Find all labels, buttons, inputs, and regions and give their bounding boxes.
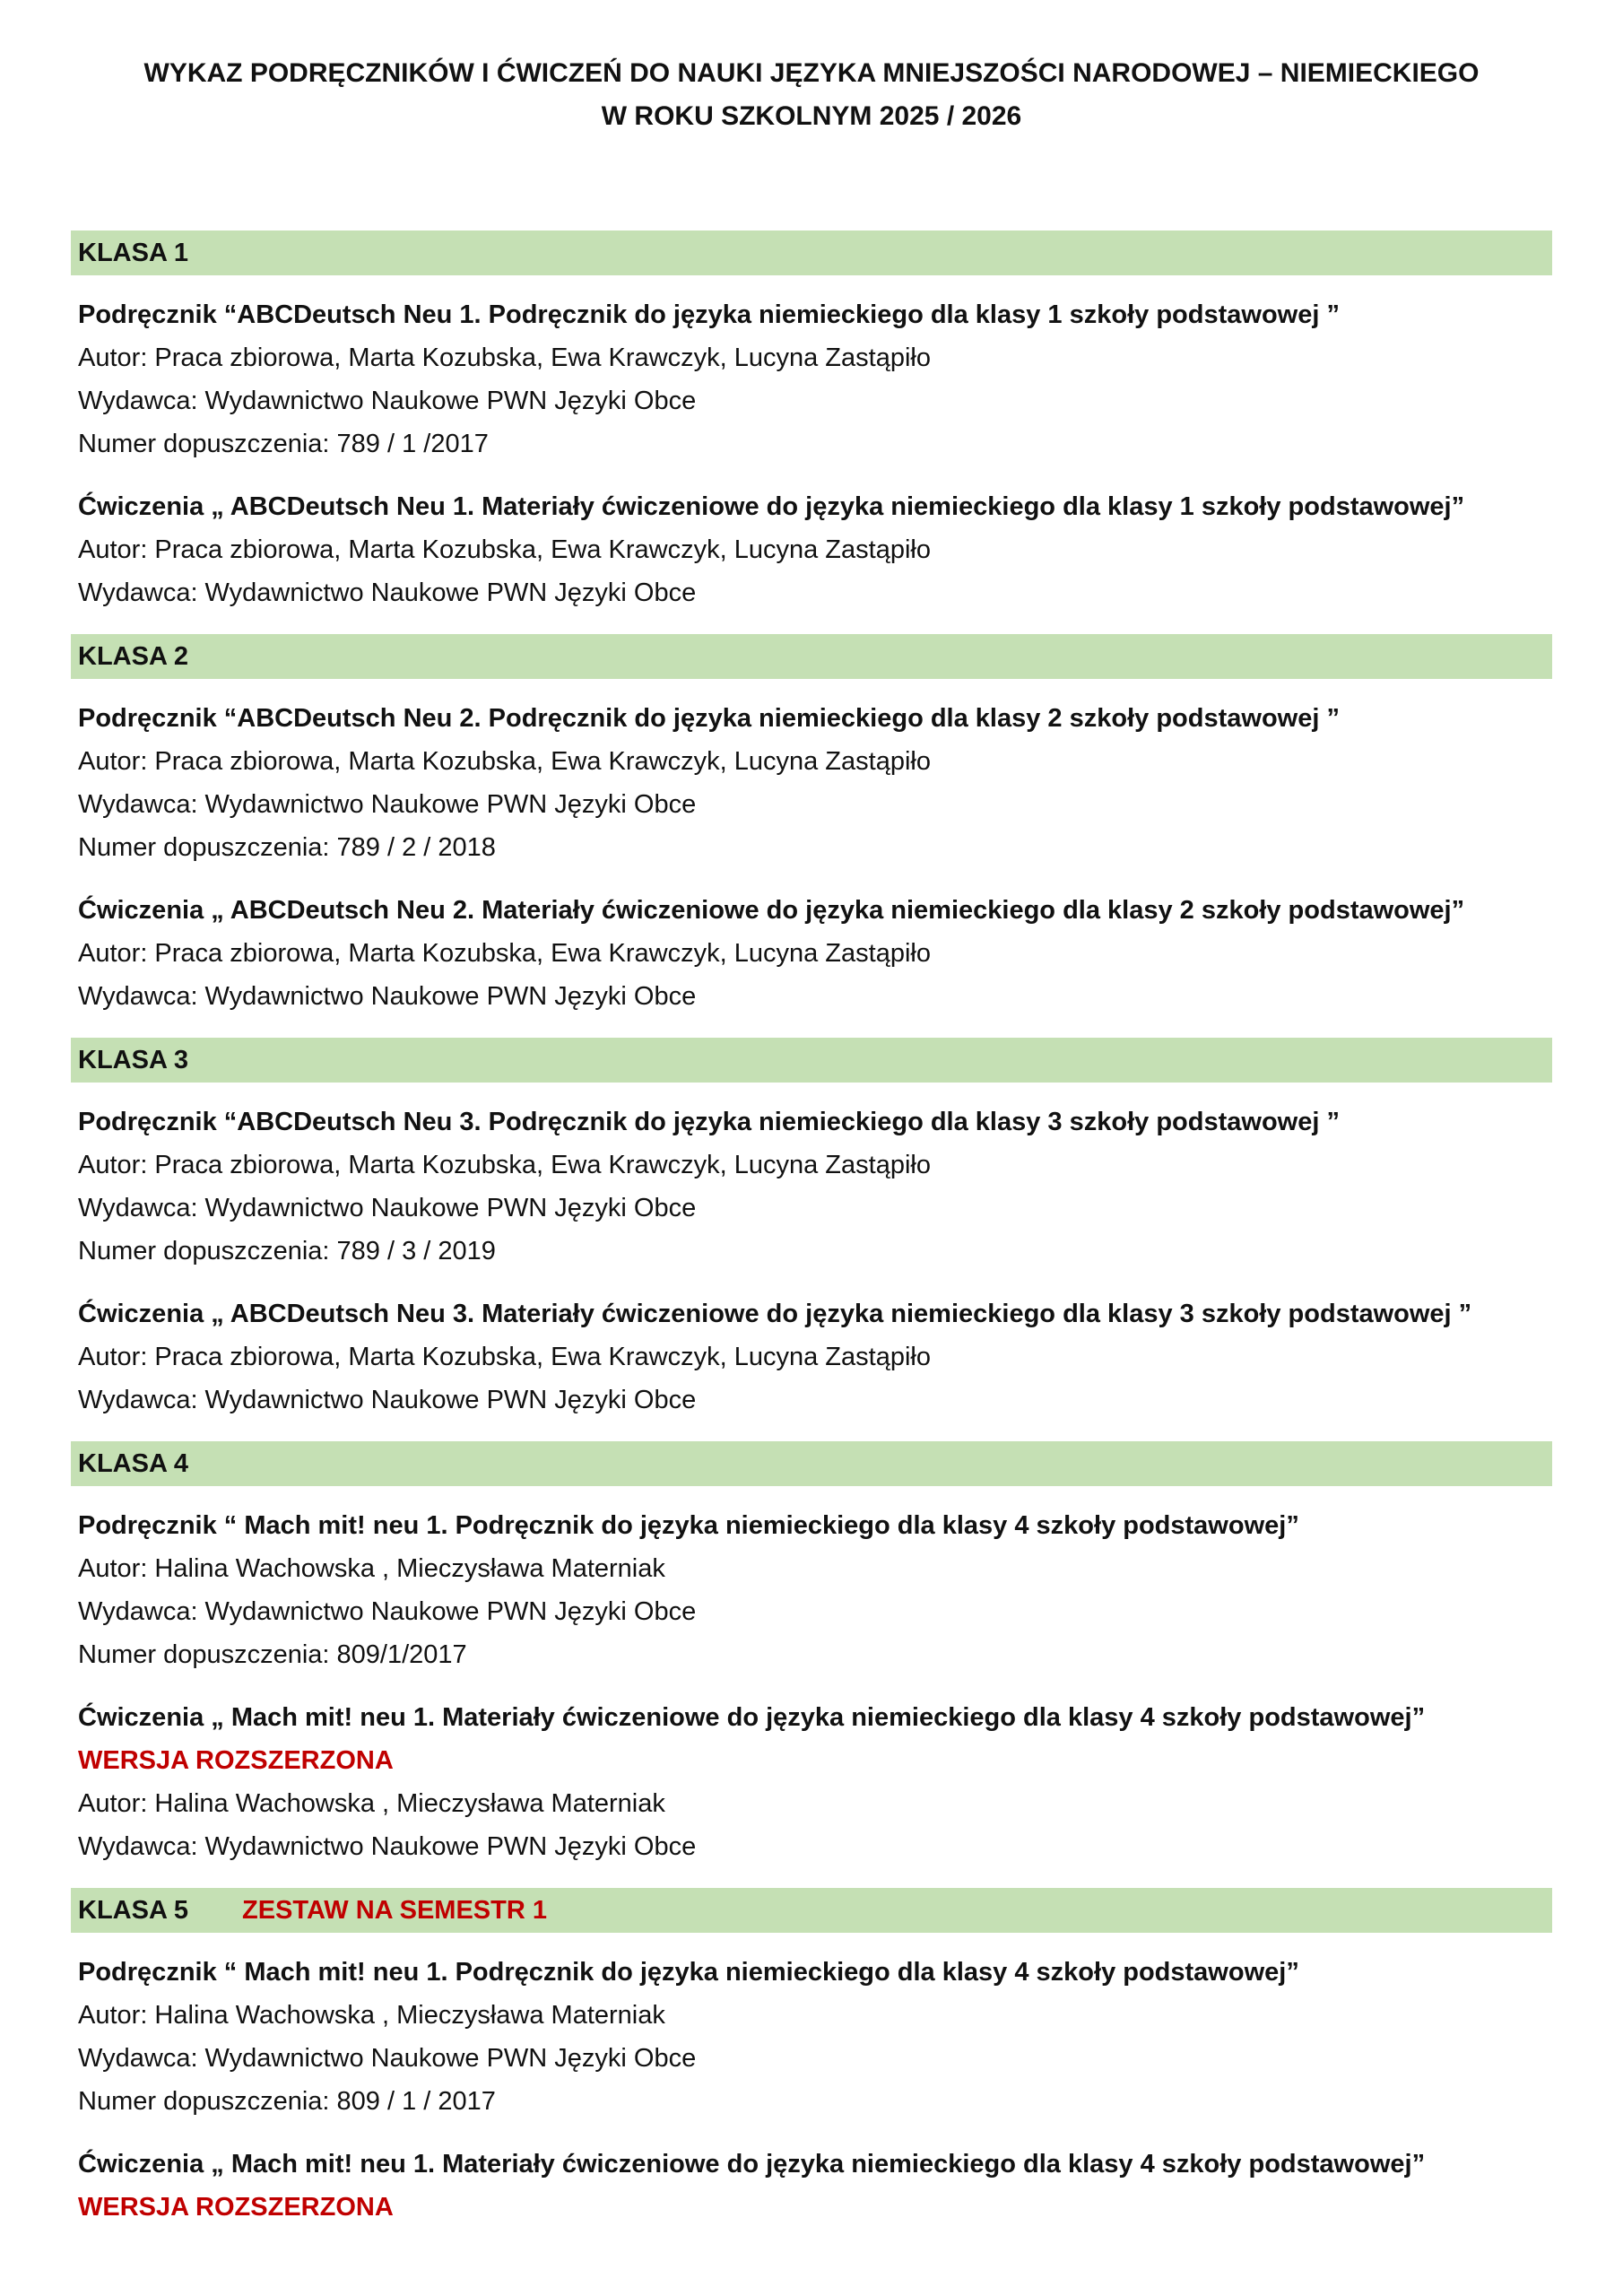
approval-number-line: Numer dopuszczenia: 809/1/2017 [78, 1640, 467, 1669]
approval-number-line: Numer dopuszczenia: 789 / 2 / 2018 [78, 833, 496, 862]
approval-number-line: Numer dopuszczenia: 809 / 1 / 2017 [78, 2087, 496, 2116]
publisher-line: Wydawca: Wydawnictwo Naukowe PWN Języki Obce [78, 982, 697, 1011]
author-line: Autor: Halina Wachowska , Mieczysława Materniak [78, 2001, 665, 2030]
publisher-line: Wydawca: Wydawnictwo Naukowe PWN Języki Obce [78, 578, 697, 607]
workbook-title: Ćwiczenia „ ABCDeutsch Neu 2. Materiały ćwiczeniowe do języka niemieckiego dla klasy 2 szkoły podstawowej” [78, 896, 1465, 925]
workbook-entry-klasa-1 [71, 485, 1552, 614]
textbook-entry-klasa-3 [71, 1100, 1552, 1273]
textbook-entry-klasa-1 [71, 293, 1552, 465]
publisher-line: Wydawca: Wydawnictwo Naukowe PWN Języki Obce [78, 387, 697, 415]
approval-number-line: Numer dopuszczenia: 789 / 1 /2017 [78, 430, 489, 458]
textbook-title: Podręcznik “ABCDeutsch Neu 2. Podręcznik do języka niemieckiego dla klasy 2 szkoły podstawowej ” [78, 704, 1340, 733]
textbook-title: Podręcznik “ABCDeutsch Neu 1. Podręcznik do języka niemieckiego dla klasy 1 szkoły podstawowej ” [78, 300, 1340, 329]
section-header-klasa-1 [71, 230, 1552, 275]
variant-label: WERSJA ROZSZERZONA [78, 2193, 394, 2222]
publisher-line: Wydawca: Wydawnictwo Naukowe PWN Języki Obce [78, 1832, 697, 1861]
document-title-line-1: WYKAZ PODRĘCZNIKÓW I ĆWICZEŃ DO NAUKI JĘZYKA MNIEJSZOŚCI NARODOWEJ – NIEMIECKIEGO [143, 58, 1480, 88]
workbook-title: Ćwiczenia „ ABCDeutsch Neu 1. Materiały ćwiczeniowe do języka niemieckiego dla klasy 1 szkoły podstawowej” [78, 492, 1465, 521]
textbook-entry-klasa-5 [71, 1951, 1552, 2123]
section-label: KLASA 5 [78, 1895, 188, 1925]
author-line: Autor: Praca zbiorowa, Marta Kozubska, Ewa Krawczyk, Lucyna Zastąpiło [78, 1343, 931, 1371]
workbook-title: Ćwiczenia „ Mach mit! neu 1. Materiały ćwiczeniowe do języka niemieckiego dla klasy 4 szkoły podstawowej” [78, 1703, 1426, 1732]
workbook-title: Ćwiczenia „ Mach mit! neu 1. Materiały ćwiczeniowe do języka niemieckiego dla klasy 4 szkoły podstawowej” [78, 2150, 1426, 2179]
author-line: Autor: Halina Wachowska , Mieczysława Materniak [78, 1789, 665, 1818]
section-label: KLASA 2 [78, 641, 188, 671]
workbook-entry-klasa-2 [71, 889, 1552, 1018]
textbook-entry-klasa-2 [71, 697, 1552, 869]
publisher-line: Wydawca: Wydawnictwo Naukowe PWN Języki Obce [78, 1386, 697, 1414]
variant-label: WERSJA ROZSZERZONA [78, 1746, 394, 1775]
workbook-entry-klasa-4 [71, 1696, 1552, 1868]
textbook-entry-klasa-4 [71, 1504, 1552, 1676]
publisher-line: Wydawca: Wydawnictwo Naukowe PWN Języki Obce [78, 2044, 697, 2073]
document-title [71, 52, 1552, 138]
section-header-klasa-4 [71, 1441, 1552, 1486]
section-header-klasa-5 [71, 1888, 1552, 1933]
section-header-klasa-2 [71, 634, 1552, 679]
section-label: KLASA 4 [78, 1448, 188, 1478]
workbook-entry-klasa-5 [71, 2143, 1552, 2229]
publisher-line: Wydawca: Wydawnictwo Naukowe PWN Języki Obce [78, 790, 697, 819]
document-title-line-2: W ROKU SZKOLNYM 2025 / 2026 [601, 101, 1022, 131]
workbook-title: Ćwiczenia „ ABCDeutsch Neu 3. Materiały ćwiczeniowe do języka niemieckiego dla klasy 3 szkoły podstawowej ” [78, 1300, 1472, 1328]
textbook-title: Podręcznik “ABCDeutsch Neu 3. Podręcznik do języka niemieckiego dla klasy 3 szkoły podstawowej ” [78, 1108, 1340, 1136]
section-note: ZESTAW NA SEMESTR 1 [242, 1895, 547, 1925]
author-line: Autor: Praca zbiorowa, Marta Kozubska, Ewa Krawczyk, Lucyna Zastąpiło [78, 535, 931, 564]
approval-number-line: Numer dopuszczenia: 789 / 3 / 2019 [78, 1237, 496, 1265]
author-line: Autor: Praca zbiorowa, Marta Kozubska, Ewa Krawczyk, Lucyna Zastąpiło [78, 1151, 931, 1179]
workbook-entry-klasa-3 [71, 1292, 1552, 1422]
publisher-line: Wydawca: Wydawnictwo Naukowe PWN Języki Obce [78, 1194, 697, 1222]
section-label: KLASA 1 [78, 238, 188, 267]
author-line: Autor: Praca zbiorowa, Marta Kozubska, Ewa Krawczyk, Lucyna Zastąpiło [78, 344, 931, 372]
section-label: KLASA 3 [78, 1045, 188, 1074]
author-line: Autor: Halina Wachowska , Mieczysława Materniak [78, 1554, 665, 1583]
textbook-title: Podręcznik “ Mach mit! neu 1. Podręcznik do języka niemieckiego dla klasy 4 szkoły podstawowej” [78, 1958, 1299, 1987]
section-header-klasa-3 [71, 1038, 1552, 1083]
textbook-title: Podręcznik “ Mach mit! neu 1. Podręcznik do języka niemieckiego dla klasy 4 szkoły podstawowej” [78, 1511, 1299, 1540]
publisher-line: Wydawca: Wydawnictwo Naukowe PWN Języki Obce [78, 1597, 697, 1626]
sections-container [71, 230, 1552, 2229]
author-line: Autor: Praca zbiorowa, Marta Kozubska, Ewa Krawczyk, Lucyna Zastąpiło [78, 747, 931, 776]
author-line: Autor: Praca zbiorowa, Marta Kozubska, Ewa Krawczyk, Lucyna Zastąpiło [78, 939, 931, 968]
